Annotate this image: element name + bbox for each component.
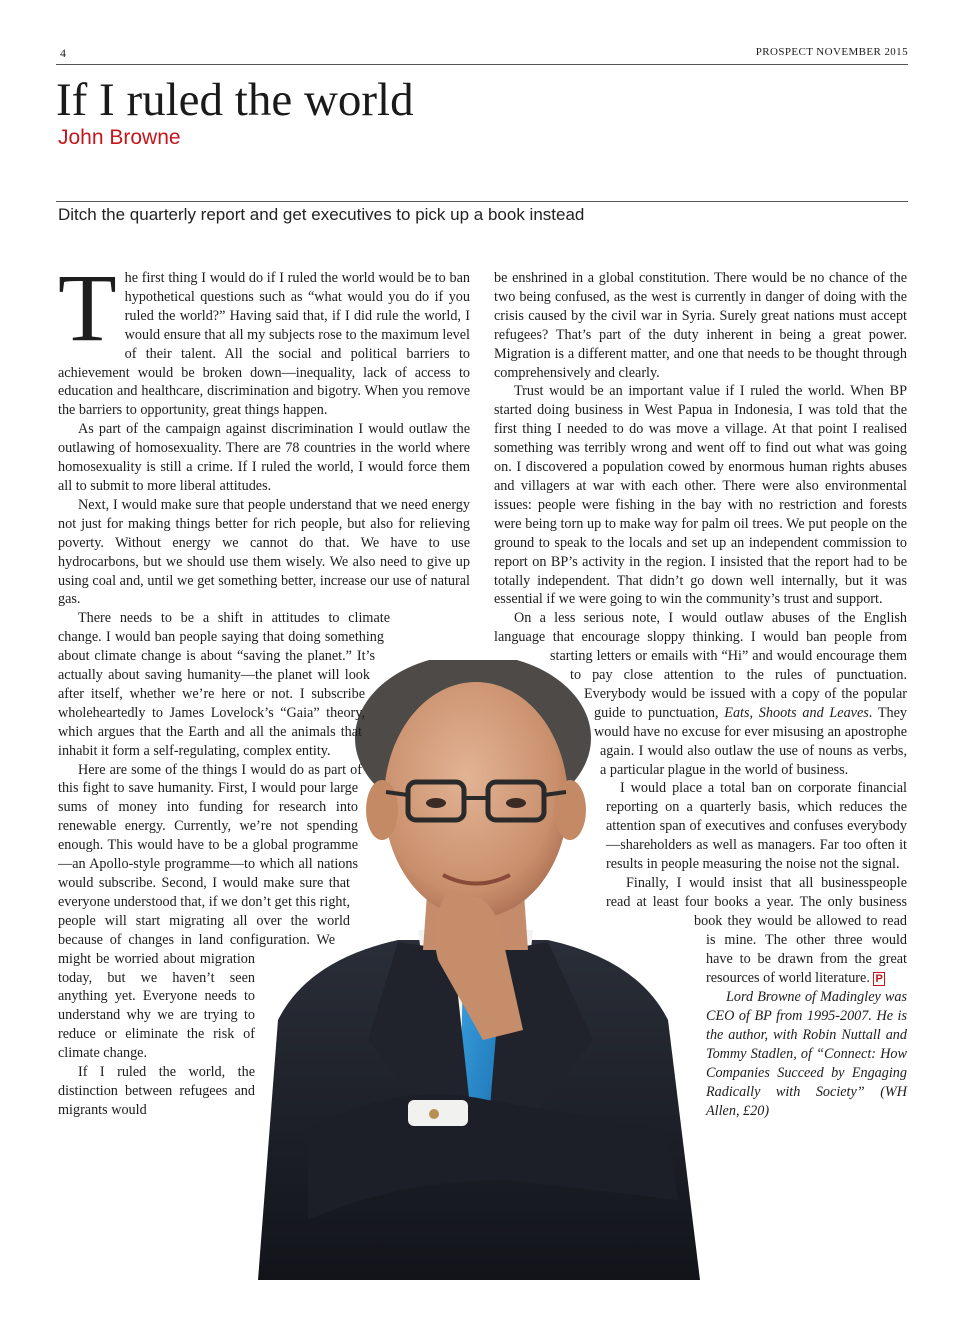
article-standfirst: Ditch the quarterly report and get executives to pick up a book instead xyxy=(58,205,585,224)
header-rule xyxy=(56,64,908,65)
paragraph-7: be enshrined in a global constitution. There would be no chance of the two being confused, as the west is currently in danger of doing with the crisis caused by the civil war in Syria. Surely great nations must accept refugees? That’s part of the duty inherent in being a great power. Migration is a different matter, and one that needs to be thought through comprehensively and clearly. xyxy=(494,270,907,381)
paragraph-2: As part of the campaign against discrimination I would outlaw the outlawing of homosexuality. There are 78 countries in the world where homosexuality is still a crime. If I ruled the world, I would force them all to submit to more liberal attitudes. xyxy=(58,421,470,494)
paragraph-1: The first thing I would do if I ruled the world would be to ban hypothetical questions such as “what would you do if you ruled the world?” Having said that, if I did rule the world, I would ensure that all my subjects rose to the maximum level of their talent. All the social and political barriers to achievement would be broken down—inequality, lack of access to education and healthcare, discrimination and bigotry. When you remove the barriers to opportunity, great things happen. xyxy=(58,254,470,419)
standfirst-rule-top xyxy=(56,201,908,202)
article-column-2 xyxy=(494,269,907,1332)
paragraph-4: There needs to be a shift in attitudes to climate change. I would ban people saying that doing something about climate change is about “saving the planet.” It’s actually about saving humanity—the planet will look after itself, whether we’re here or not. I subscribe wholeheartedly to James Lovelock’s “Gaia” theory, which argues that the Earth and all the animals that inhabit it form a self-regulating, complex entity. xyxy=(58,610,390,759)
drop-cap: T xyxy=(58,254,117,361)
paragraph-3: Next, I would make sure that people understand that we need energy not just for making things better for rich people, but also for relieving poverty. Without energy we cannot do that. We have to use hydrocarbons, but we should use them wisely. We also need to give up using coal and, until we get something better, increase our use of natural gas. xyxy=(58,496,470,608)
paragraph-9: On a less serious note, I would outlaw abuses of the English language that encourage sloppy thinking. I would ban people from starting letters or emails with “Hi” and would encourage them to pay close attention to the rules of punctuation. Everybody would be issued with a copy of the popular guide to punctuation, Eats, Shoots and Leaves. They would have no excuse for ever misusing an apostrophe again. I would also outlaw the use of nouns as verbs, a particular plague in the world of business. xyxy=(494,610,907,778)
article-author: John Browne xyxy=(58,126,181,149)
paragraph-6: If I ruled the world, the distinction between refugees and migrants would xyxy=(58,1064,255,1118)
author-bio: Lord Browne of Madingley was CEO of BP from 1995-2007. He is the author, with Robin Nuttall and Tommy Stadlen, of “Connect: How Companies Succeed by Engaging Radically with Society” (WH Allen, £20) xyxy=(706,989,907,1119)
paragraph-5: Here are some of the things I would do as part of this fight to save humanity. First, I would pour large sums of money into funding for research into renewable energy. Currently, we’re not spending enough. This would have to be a global programme—an Apollo-style programme—to which all nations would subscribe. Second, I would make sure that everyone understood that, if we don’t get this right, people will start migrating all over the world because of changes in land configuration. We might be worried about migration today, but we haven’t seen anything yet. Everyone needs to understand why we are trying to reduce or eliminate the risk of climate change. xyxy=(58,761,362,1062)
article-column-1 xyxy=(58,254,470,1250)
article-title: If I ruled the world xyxy=(56,74,414,126)
paragraph-11: Finally, I would insist that all businesspeople read at least four books a year. The only business book they would be allowed to read is mine. The other three would have to be drawn from the great resources of world literature. P xyxy=(606,875,907,986)
paragraph-8: Trust would be an important value if I ruled the world. When BP started doing business in West Papua in Indonesia, I was told that the first thing I needed to do was move a village. At that point I realised something was terribly wrong and went off to find out what was going on. I discovered a population cowed by enormous human rights abuses and villagers at war with each other. There were also environmental issues: people were fishing in the bay with no restriction and forests were being torn up to make way for palm oil trees. We put people on the ground to speak to the locals and set up an independent commission to report on BP’s activity in the region. I insisted that the report had to be totally independent. That didn’t go down well internally, but it was essential if we were going to win the community’s trust and support. xyxy=(494,383,907,608)
book-title: Eats, Shoots and Leaves xyxy=(724,704,869,721)
paragraph-10: I would place a total ban on corporate financial reporting on a quarterly basis, which reduces the attention span of executives and confuses everybody—shareholders as well as managers. Far too often it results in people measuring the noise not the signal. xyxy=(606,780,907,873)
end-mark-icon: P xyxy=(875,972,883,985)
issue-label: PROSPECT NOVEMBER 2015 xyxy=(755,46,908,58)
page-number: 4 xyxy=(60,46,66,60)
